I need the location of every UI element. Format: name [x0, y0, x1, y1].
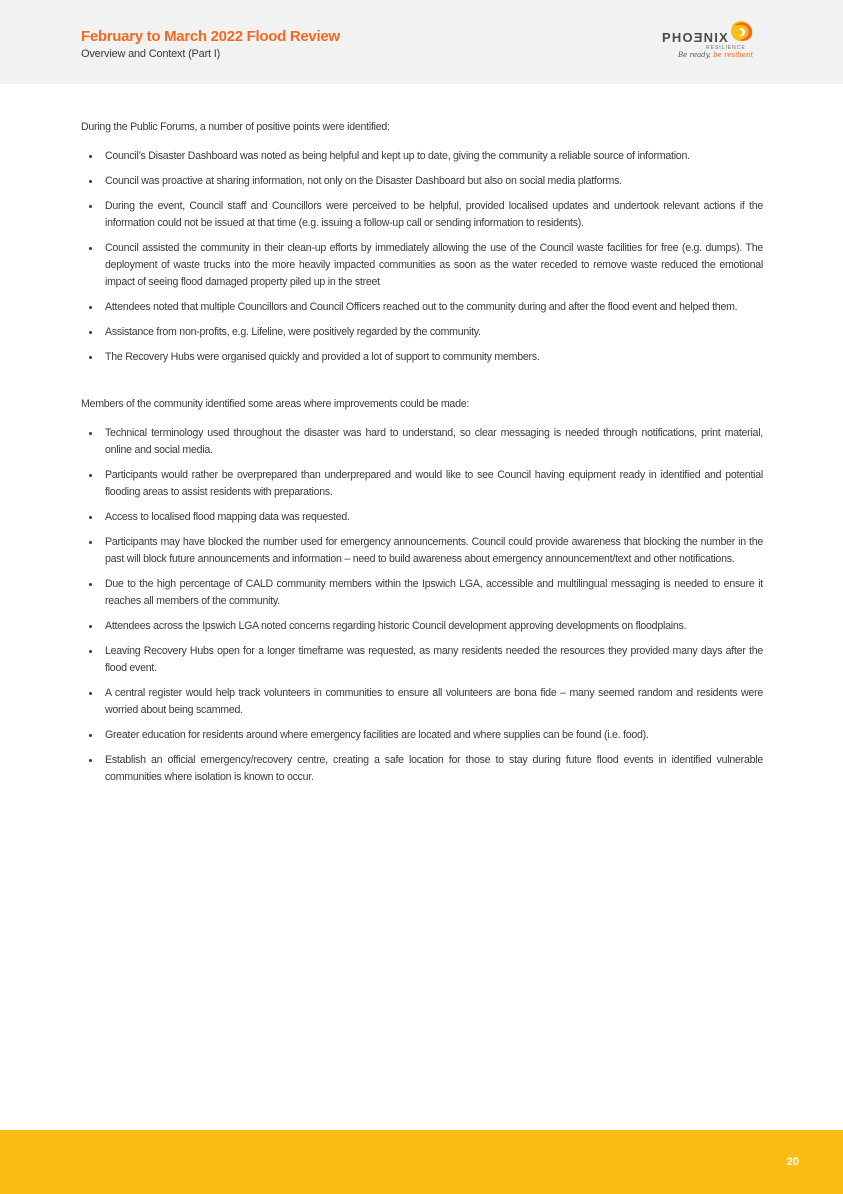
list-item-text: Participants may have blocked the number used for emergency announcements. Council could provide awareness that blocking the number in the past will block future announcements and information – need to build awareness about emergency announcement/text and other notifications.: [105, 536, 763, 565]
bullet-icon: [89, 247, 92, 250]
list-item-text: Establish an official emergency/recovery centre, creating a safe location for those to stay during future flood events in identified vulnerable communities where isolation is known to occur.: [105, 754, 763, 783]
list-item-text: A central register would help track volunteers in communities to ensure all volunteers are bona fide – many seemed random and residents were worried about being scammed.: [105, 687, 763, 716]
bullet-icon: [89, 306, 92, 309]
logo-wordmark: PHOƎNIX: [662, 30, 729, 45]
positive-points-list: [81, 148, 763, 366]
list-item-text: Attendees noted that multiple Councillors and Council Officers reached out to the community during and after the flood event and helped them.: [105, 301, 738, 313]
list-item-text: Technical terminology used throughout the disaster was hard to understand, so clear messaging is needed through notifications, print material, online and social media.: [105, 427, 763, 456]
list-item: [81, 643, 763, 677]
bullet-icon: [89, 432, 92, 435]
list-item-text: Council was proactive at sharing information, not only on the Disaster Dashboard but also on social media platforms.: [105, 175, 622, 187]
phoenix-swirl-icon: [730, 18, 756, 44]
list-item-text: Assistance from non-profits, e.g. Lifeline, were positively regarded by the community.: [105, 326, 481, 338]
phoenix-resilience-logo: [660, 16, 760, 66]
list-item: [81, 618, 763, 635]
list-item: [81, 752, 763, 786]
list-item-text: Access to localised flood mapping data was requested.: [105, 511, 350, 523]
list-item: [81, 299, 763, 316]
list-item-text: Due to the high percentage of CALD community members within the Ipswich LGA, accessible and multilingual messaging is needed to ensure it reaches all members of the community.: [105, 578, 763, 607]
list-item: [81, 173, 763, 190]
bullet-icon: [89, 734, 92, 737]
logo-subline: RESILIENCE: [706, 45, 746, 51]
list-item: [81, 240, 763, 291]
list-item: [81, 148, 763, 165]
list-item: [81, 727, 763, 744]
list-item-text: Participants would rather be overprepared than underprepared and would like to see Council having equipment ready in identified and potential flooding areas to assist residents with preparations.: [105, 469, 763, 498]
positive-intro: During the Public Forums, a number of positive points were identified:: [81, 121, 390, 133]
document-subtitle: Overview and Context (Part I): [81, 48, 221, 60]
bullet-icon: [89, 331, 92, 334]
logo-tagline-accent: be resilient: [713, 51, 754, 59]
bullet-icon: [89, 692, 92, 695]
bullet-icon: [89, 155, 92, 158]
list-item: [81, 349, 763, 366]
bullet-icon: [89, 759, 92, 762]
list-item: [81, 324, 763, 341]
list-item-text: Council assisted the community in their clean-up efforts by immediately allowing the use of the Council waste facilities for free (e.g. dumps). The deployment of waste trucks into the more heavily impacted communities as soon as the water receded to remove waste reduced the emotional impact of seeing flood damaged property piled up in the street: [105, 242, 763, 288]
list-item: [81, 467, 763, 501]
main-content: [81, 119, 763, 794]
bullet-icon: [89, 516, 92, 519]
page-footer: [0, 1130, 843, 1194]
list-item: [81, 425, 763, 459]
logo-tagline: [678, 51, 753, 59]
bullet-icon: [89, 541, 92, 544]
bullet-icon: [89, 356, 92, 359]
bullet-icon: [89, 625, 92, 628]
list-item-text: Attendees across the Ipswich LGA noted concerns regarding historic Council development approving developments on floodplains.: [105, 620, 687, 632]
list-item-text: Greater education for residents around where emergency facilities are located and where supplies can be found (i.e. food).: [105, 729, 649, 741]
list-item-text: During the event, Council staff and Councillors were perceived to be helpful, provided localised updates and undertook relevant actions if the information could not be issued at that time (e.g. issuing a follow-up call or sending information to residents).: [105, 200, 763, 229]
page-header: [0, 0, 843, 84]
improvements-list: [81, 425, 763, 786]
logo-tagline-main: Be ready,: [678, 51, 711, 59]
bullet-icon: [89, 180, 92, 183]
page-number: 20: [786, 1156, 799, 1168]
list-item-text: Council’s Disaster Dashboard was noted as being helpful and kept up to date, giving the community a reliable source of information.: [105, 150, 690, 162]
list-item: [81, 509, 763, 526]
list-item: [81, 198, 763, 232]
bullet-icon: [89, 583, 92, 586]
list-item: [81, 685, 763, 719]
improvements-intro: Members of the community identified some areas where improvements could be made:: [81, 398, 470, 410]
list-item: [81, 534, 763, 568]
bullet-icon: [89, 474, 92, 477]
list-item: [81, 576, 763, 610]
bullet-icon: [89, 205, 92, 208]
document-title: February to March 2022 Flood Review: [81, 28, 340, 45]
list-item-text: Leaving Recovery Hubs open for a longer timeframe was requested, as many residents needed the resources they provided many days after the flood event.: [105, 645, 763, 674]
list-item-text: The Recovery Hubs were organised quickly and provided a lot of support to community members.: [105, 351, 540, 363]
bullet-icon: [89, 650, 92, 653]
